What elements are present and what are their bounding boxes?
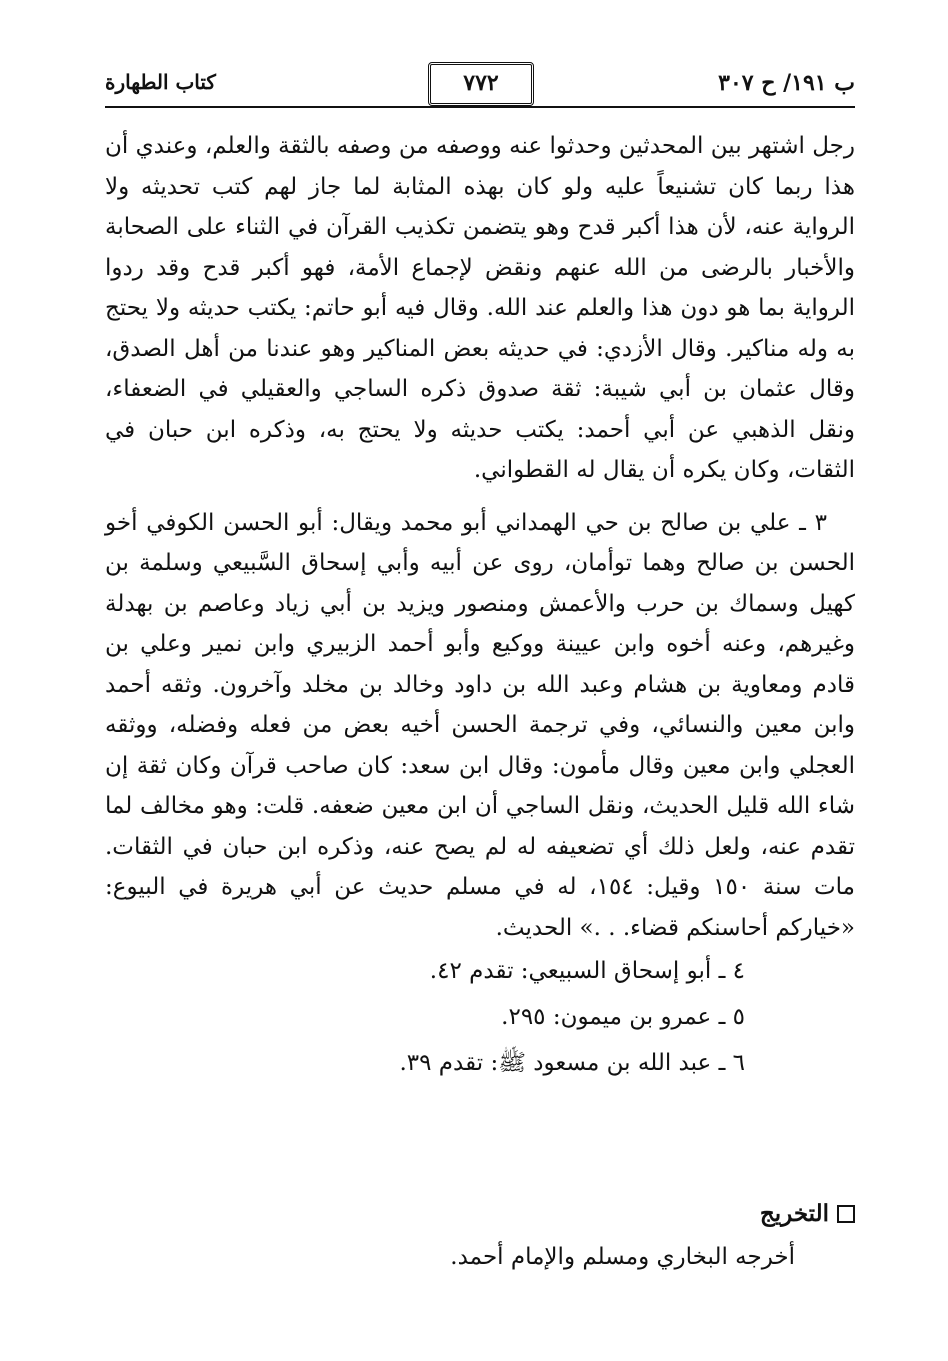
takhrij-text: أخرجه البخاري ومسلم والإمام أحمد. bbox=[450, 1244, 795, 1270]
page-header bbox=[105, 60, 855, 112]
takhrij-heading bbox=[760, 1200, 855, 1227]
paragraph-narrator-3: ٣ ـ علي بن صالح بن حي الهمداني أبو محمد ويقال: أبو الحسن الكوفي أخو الحسن بن صالح وهما توأمان، روى عن أبيه وأبي إسحاق السَّبيعي وسلمة بن كهيل وسماك بن حرب والأعمش ومنصور ويزيد بن أبي زياد وعاصم بن بهدلة وغيرهم، وعنه أخوه وابن عيينة ووكيع وأبو أحمد الزبيري وابن نمير وعلي بن قادم ومعاوية بن هشام وعبد الله بن داود وخالد بن مخلد وآخرون. وثقه أحمد وابن معين والنسائي، وفي ترجمة الحسن أخيه بعض من فعله وفضله، ووثقه العجلي وابن معين وقال مأمون: وقال ابن سعد: كان صاحب قرآن وكان ثقة إن شاء الله قليل الحديث، ونقل الساجي أن ابن معين ضعفه. قلت: وهو مخالف لما تقدم عنه، ولعل ذلك أي تضعيفه له لم يصح عنه، وذكره ابن حبان في الثقات. مات سنة ١٥٠ وقيل: ١٥٤، له في مسلم حديث عن أبي هريرة في البيوع: «خياركم أحاسنكم قضاء. . .» الحديث. bbox=[105, 509, 855, 941]
header-rule bbox=[105, 106, 855, 108]
book-title: كتاب الطهارة bbox=[105, 70, 216, 94]
page-body bbox=[105, 126, 855, 1086]
narrator-line-6: ٦ ـ عبد الله بن مسعود ﷺ: تقدم ٣٩. bbox=[399, 1050, 745, 1076]
hadith-reference: ب ١٩١/ ح ٣٠٧ bbox=[718, 70, 855, 96]
square-bullet-icon bbox=[837, 1205, 855, 1223]
paragraph-narrator-2-cont: رجل اشتهر بين المحدثين وحدثوا عنه ووصفه من وصفه بالثقة والعلم، وعندي أن هذا ربما كان تشنيعاً عليه ولو كان بهذه المثابة لما جاز لهم كتب تحديثه ولا الرواية عنه، لأن هذا أكبر قدح وهو يتضمن تكذيب القرآن في الثناء على الصحابة والأخبار بالرضى من الله عنهم ونقض لإجماع الأمة، فهو أكبر قدح وقد ردوا الرواية بما هو دون هذا والعلم عند الله. وقال فيه أبو حاتم: يكتب حديثه ولا يحتج به وله مناكير. وقال الأزدي: في حديثه بعض المناكير وهو عندنا من أهل الصدق، وقال عثمان بن أبي شيبة: ثقة صدوق ذكره الساجي والعقيلي في الضعفاء، ونقل الذهبي عن أبي أحمد: يكتب حديثه ولا يحتج به، وذكره ابن حبان في الثقات، وكان يكره أن يقال له القطواني. bbox=[105, 133, 855, 483]
page-number: ٧٧٢ bbox=[428, 62, 534, 106]
narrator-line-4: ٤ ـ أبو إسحاق السبيعي: تقدم ٤٢. bbox=[429, 958, 745, 984]
takhrij-heading-label: التخريج bbox=[759, 1200, 829, 1227]
narrator-line-5: ٥ ـ عمرو بن ميمون: ٢٩٥. bbox=[501, 1004, 745, 1030]
